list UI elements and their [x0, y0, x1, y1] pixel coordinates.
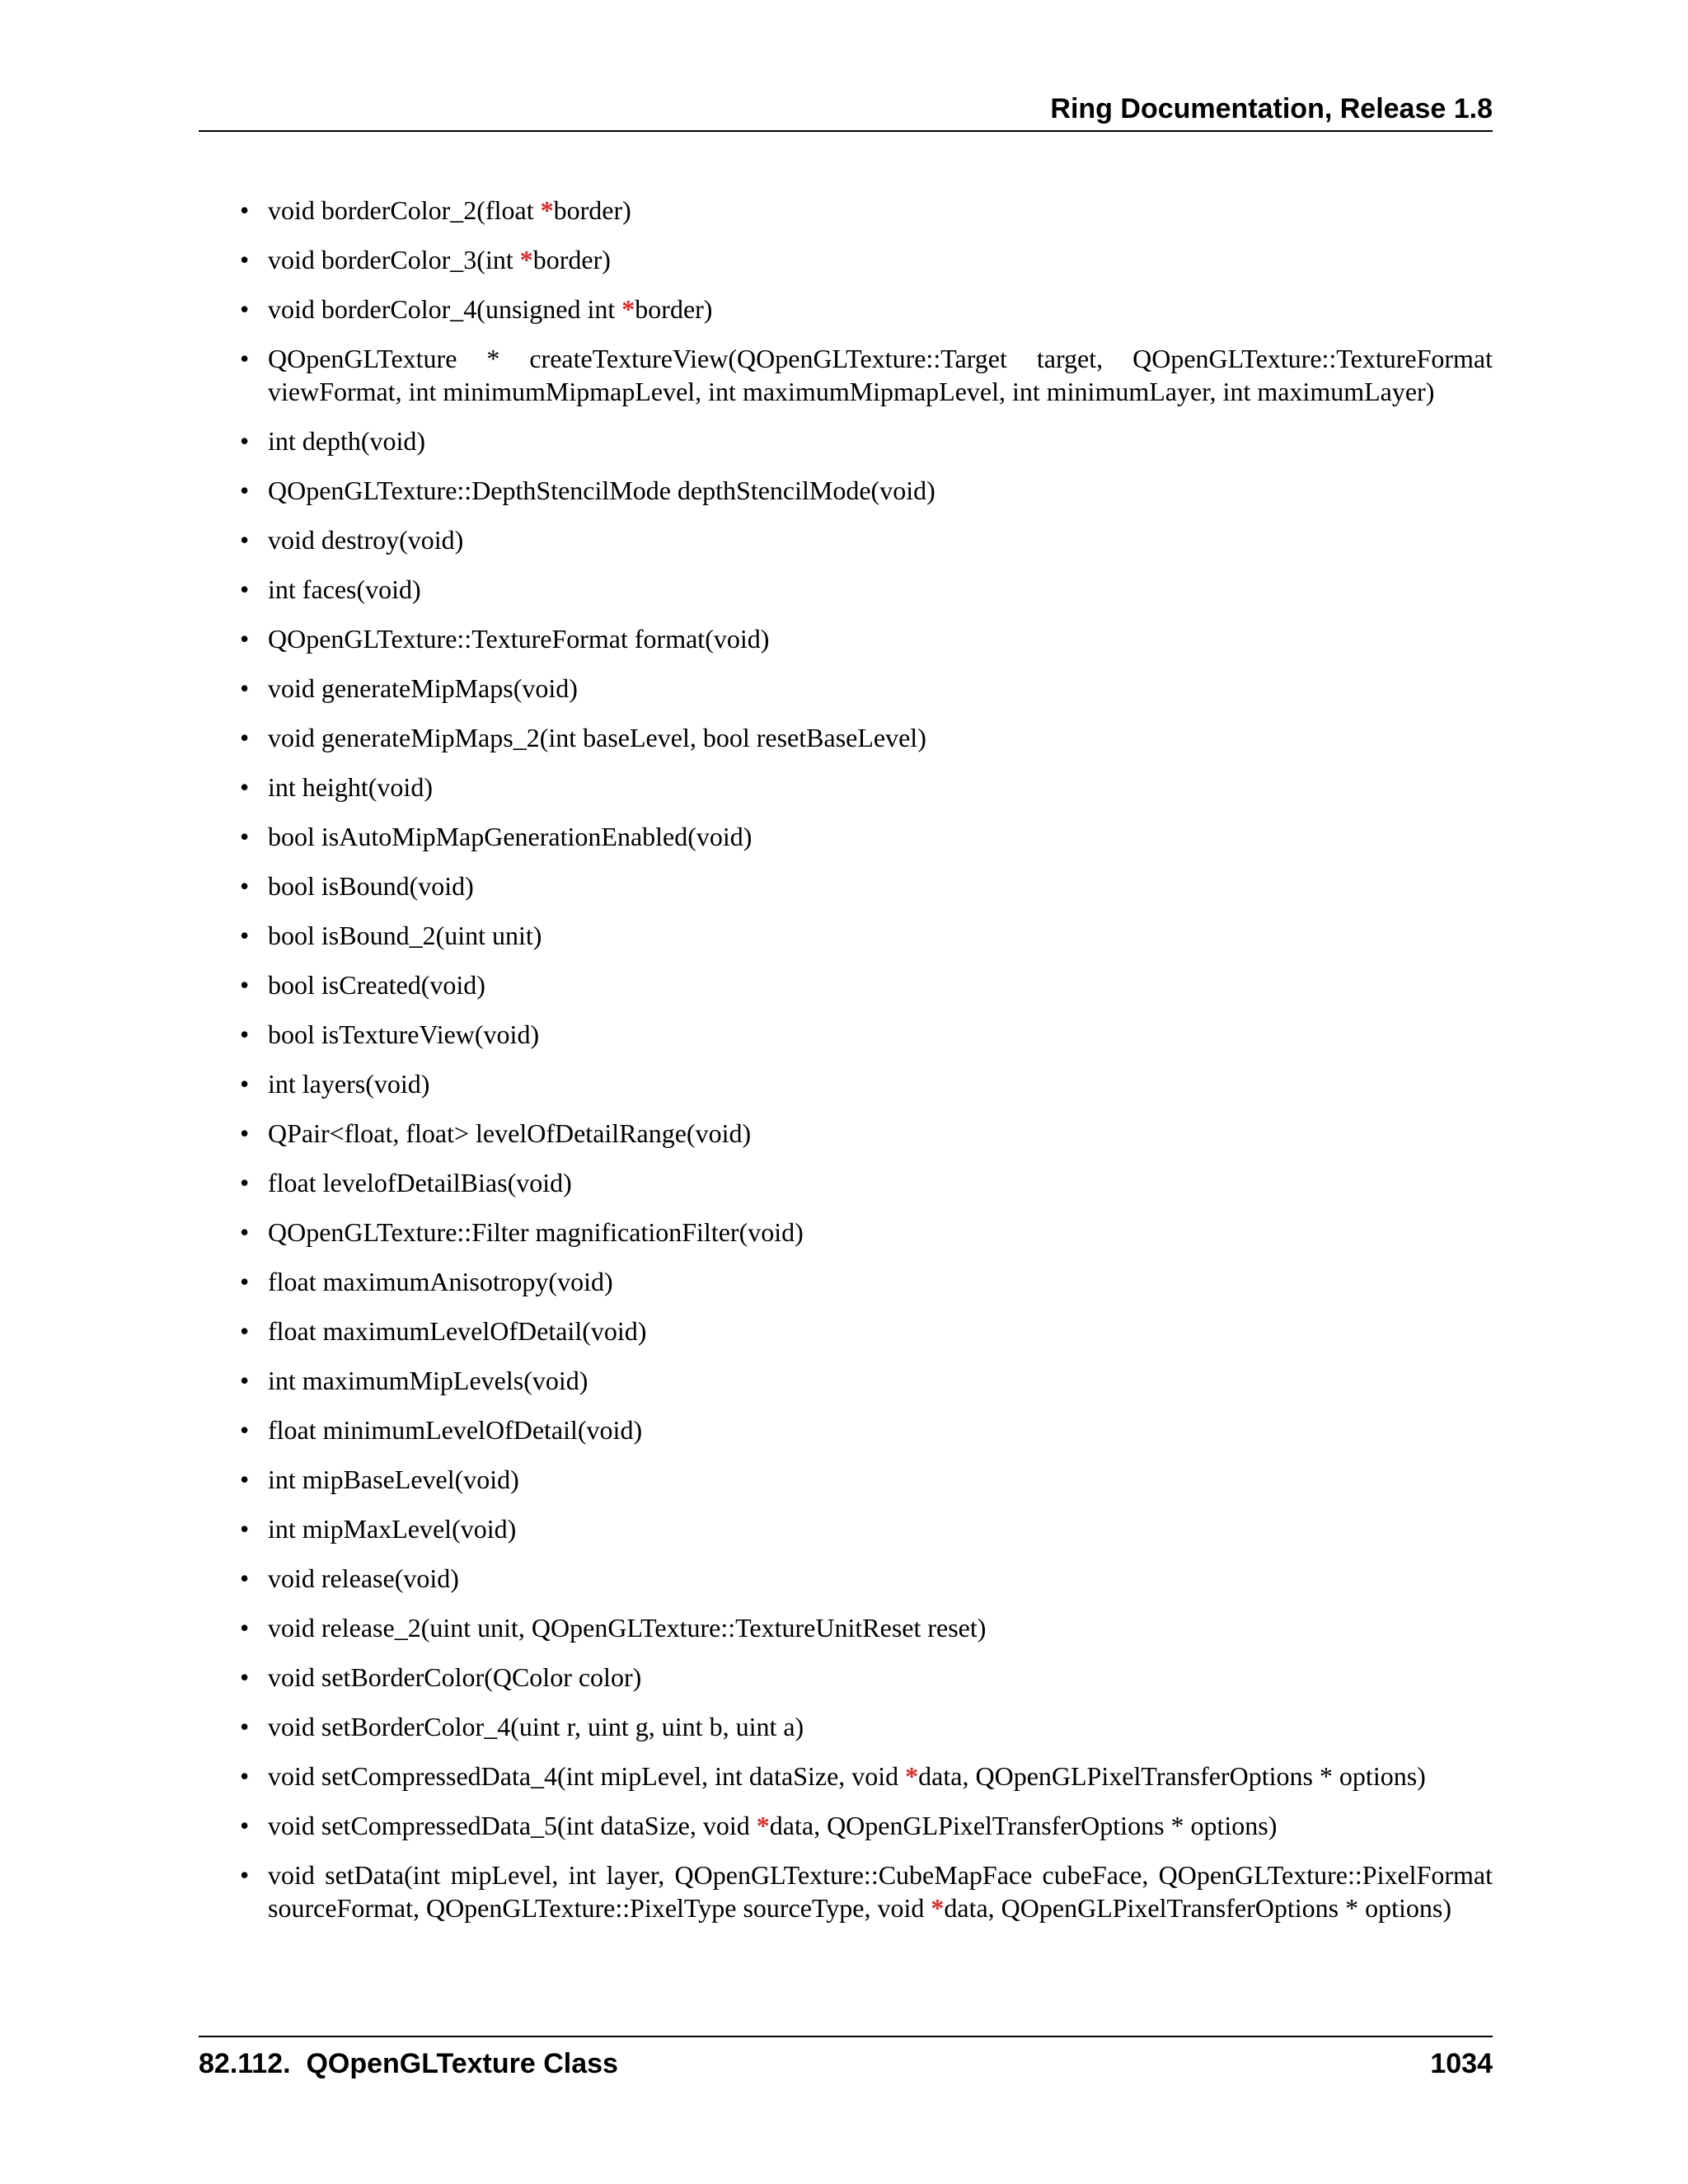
method-list-item: [199, 243, 1493, 276]
method-list-item: [199, 1611, 1493, 1644]
method-signature-text: int mipBaseLevel(void): [268, 1465, 519, 1494]
bullet-icon: •: [240, 344, 250, 373]
method-list-item: [199, 424, 1493, 457]
method-signature-text: void setCompressedData_4(int mipLevel, int dataSize, void: [268, 1761, 906, 1791]
bullet-icon: •: [240, 1712, 250, 1741]
bullet-icon: •: [240, 624, 250, 654]
method-list-item: [199, 194, 1493, 227]
method-signature-text: int layers(void): [268, 1069, 430, 1099]
method-signature-text: void borderColor_4(unsigned int: [268, 294, 622, 324]
method-signature-text: void setBorderColor(QColor color): [268, 1662, 642, 1692]
method-list-item: [199, 622, 1493, 655]
bullet-icon: •: [240, 525, 250, 555]
method-signature-text: border): [635, 294, 713, 324]
method-signature-text: data, QOpenGLPixelTransferOptions * options): [769, 1811, 1278, 1840]
method-signature-text: int faces(void): [268, 574, 421, 604]
method-signature-text: QPair<float, float> levelOfDetailRange(void): [268, 1118, 752, 1148]
method-list-item: [199, 1710, 1493, 1743]
method-list-item: [199, 1166, 1493, 1199]
bullet-icon: •: [240, 294, 250, 324]
method-signature-text: void borderColor_2(float: [268, 195, 541, 225]
method-signature-text: QOpenGLTexture::DepthStencilMode depthStencilMode(void): [268, 476, 935, 505]
bullet-icon: •: [240, 1860, 250, 1890]
method-signature-text: void setCompressedData_5(int dataSize, void: [268, 1811, 757, 1840]
pointer-asterisk: *: [540, 195, 554, 225]
method-signature-text: bool isTextureView(void): [268, 1019, 540, 1049]
pointer-asterisk: *: [931, 1893, 945, 1923]
bullet-icon: •: [240, 723, 250, 752]
method-list-item: [199, 721, 1493, 754]
bullet-icon: •: [240, 1613, 250, 1643]
pointer-asterisk: *: [756, 1811, 770, 1840]
method-signature-text: void release_2(uint unit, QOpenGLTexture::TextureUnitReset reset): [268, 1613, 987, 1643]
bullet-icon: •: [240, 476, 250, 505]
method-signature-text: int mipMaxLevel(void): [268, 1514, 517, 1544]
bullet-icon: •: [240, 1662, 250, 1692]
bullet-icon: •: [240, 1267, 250, 1296]
method-list-item: [199, 1315, 1493, 1347]
bullet-icon: •: [240, 245, 250, 274]
bullet-icon: •: [240, 1118, 250, 1148]
method-signature-text: void release(void): [268, 1563, 459, 1593]
method-signature-text: void generateMipMaps(void): [268, 673, 578, 703]
method-list-item: [199, 820, 1493, 853]
bullet-icon: •: [240, 1168, 250, 1197]
method-signature-text: QOpenGLTexture::Filter magnificationFilter(void): [268, 1217, 804, 1247]
method-list-item: [199, 342, 1493, 408]
bullet-icon: •: [240, 970, 250, 1000]
method-list-item: [199, 1413, 1493, 1446]
method-list-item: [199, 474, 1493, 507]
method-signature-text: float maximumAnisotropy(void): [268, 1267, 613, 1296]
method-list-item: [199, 1067, 1493, 1100]
method-signature-text: bool isBound(void): [268, 871, 474, 901]
method-signature-text: bool isCreated(void): [268, 970, 485, 1000]
method-signature-text: QOpenGLTexture * createTextureView(QOpenGLTexture::Target target, QOpenGLTexture::TextureFormat viewFormat, int minimumMipmapLevel, int maximumMipmapLevel, int minimumLayer, int maximumLayer): [268, 344, 1493, 406]
bullet-icon: •: [240, 195, 250, 225]
bullet-icon: •: [240, 1366, 250, 1395]
bullet-icon: •: [240, 1019, 250, 1049]
bullet-icon: •: [240, 1069, 250, 1099]
page-number: 1034: [1430, 2048, 1493, 2079]
bullet-icon: •: [240, 673, 250, 703]
bullet-icon: •: [240, 1316, 250, 1346]
method-signature-text: float levelofDetailBias(void): [268, 1168, 572, 1197]
bullet-icon: •: [240, 1465, 250, 1494]
method-signature-text: border): [553, 195, 631, 225]
method-list-item: [199, 1018, 1493, 1051]
method-list-item: [199, 1760, 1493, 1793]
method-list: [199, 194, 1493, 1941]
method-list-item: [199, 573, 1493, 606]
method-list-item: [199, 771, 1493, 804]
method-signature-text: float minimumLevelOfDetail(void): [268, 1415, 643, 1445]
method-signature-text: data, QOpenGLPixelTransferOptions * options): [944, 1893, 1451, 1923]
pointer-asterisk: *: [621, 294, 635, 324]
method-list-item: [199, 1364, 1493, 1397]
bullet-icon: •: [240, 1415, 250, 1445]
method-list-item: [199, 919, 1493, 952]
method-signature-text: void destroy(void): [268, 525, 464, 555]
method-list-item: [199, 1463, 1493, 1496]
method-signature-text: border): [532, 245, 611, 274]
page-footer: [199, 2036, 1493, 2087]
method-signature-text: void generateMipMaps_2(int baseLevel, bool resetBaseLevel): [268, 723, 926, 752]
method-list-item: [199, 1117, 1493, 1150]
bullet-icon: •: [240, 871, 250, 901]
bullet-icon: •: [240, 1811, 250, 1840]
method-signature-text: void setBorderColor_4(uint r, uint g, uint b, uint a): [268, 1712, 804, 1741]
pointer-asterisk: *: [519, 245, 533, 274]
bullet-icon: •: [240, 822, 250, 851]
method-signature-text: data, QOpenGLPixelTransferOptions * options): [918, 1761, 1426, 1791]
method-list-item: [199, 1216, 1493, 1249]
method-signature-text: bool isAutoMipMapGenerationEnabled(void): [268, 822, 753, 851]
bullet-icon: •: [240, 1761, 250, 1791]
pointer-asterisk: *: [905, 1761, 919, 1791]
method-signature-text: int maximumMipLevels(void): [268, 1366, 588, 1395]
method-list-item: [199, 1858, 1493, 1924]
method-list-item: [199, 869, 1493, 902]
method-signature-text: void borderColor_3(int: [268, 245, 520, 274]
method-list-item: [199, 1512, 1493, 1545]
bullet-icon: •: [240, 1514, 250, 1544]
method-list-item: [199, 523, 1493, 556]
bullet-icon: •: [240, 1563, 250, 1593]
method-list-item: [199, 968, 1493, 1001]
bullet-icon: •: [240, 921, 250, 950]
section-title: 82.112. QOpenGLTexture Class: [199, 2048, 618, 2079]
method-signature-text: QOpenGLTexture::TextureFormat format(void): [268, 624, 770, 654]
method-list-item: [199, 1661, 1493, 1694]
bullet-icon: •: [240, 426, 250, 456]
page-header: [199, 89, 1493, 132]
method-list-item: [199, 1562, 1493, 1595]
method-signature-text: int depth(void): [268, 426, 426, 456]
bullet-icon: •: [240, 772, 250, 802]
method-list-item: [199, 672, 1493, 705]
bullet-icon: •: [240, 574, 250, 604]
document-title: Ring Documentation, Release 1.8: [1050, 93, 1493, 124]
method-signature-text: int height(void): [268, 772, 433, 802]
method-signature-text: void setData(int mipLevel, int layer, QOpenGLTexture::CubeMapFace cubeFace, QOpenGLTexture::PixelFormat sourceFormat, QOpenGLTexture::PixelType sourceType, void: [268, 1860, 1493, 1923]
bullet-icon: •: [240, 1217, 250, 1247]
method-list-item: [199, 1265, 1493, 1298]
method-list-item: [199, 293, 1493, 326]
method-list-item: [199, 1809, 1493, 1842]
method-signature-text: bool isBound_2(uint unit): [268, 921, 542, 950]
method-signature-text: float maximumLevelOfDetail(void): [268, 1316, 647, 1346]
